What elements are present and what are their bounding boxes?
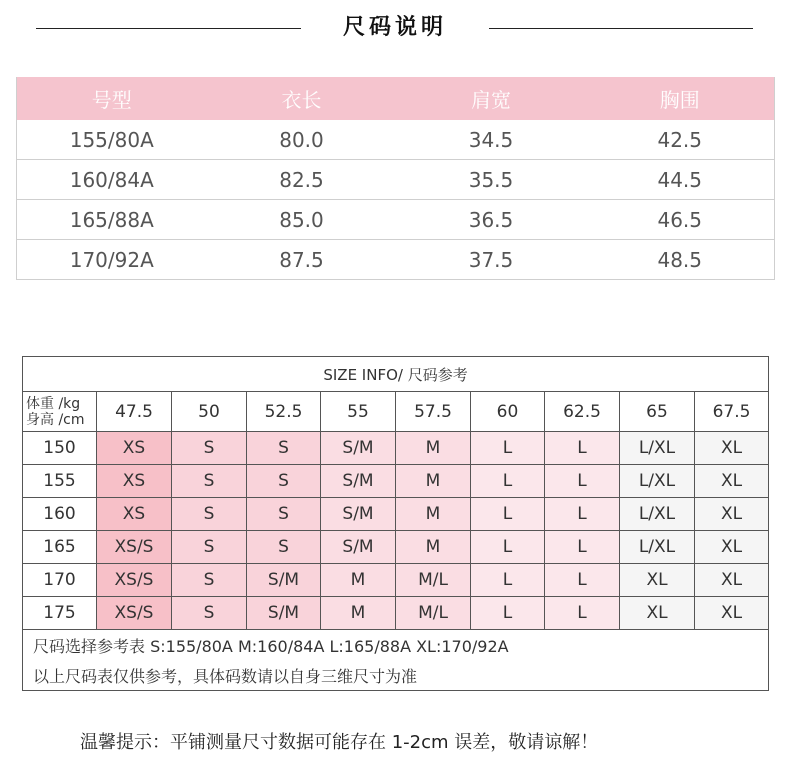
size-info-table <box>22 356 769 691</box>
size-cell: S <box>247 498 321 531</box>
size-cell: L <box>471 564 545 597</box>
col-header-length: 衣长 <box>207 77 397 120</box>
corner-weight-label: 体重 /kg <box>26 395 81 412</box>
size-cell: M <box>321 564 396 597</box>
size-cell: L <box>545 432 620 465</box>
size-cell: L <box>471 465 545 498</box>
size-cell: XS <box>97 432 172 465</box>
size-cell: S <box>247 465 321 498</box>
table-row <box>17 200 775 240</box>
table-row <box>23 531 769 564</box>
size-cell: S <box>172 531 247 564</box>
cell-length: 85.0 <box>207 200 397 240</box>
cell-bust: 48.5 <box>586 240 775 280</box>
note-row <box>23 630 769 661</box>
size-note-2: 以上尺码表仅供参考，具体码数请以自身三维尺寸为准 <box>23 660 769 691</box>
size-cell: M/L <box>396 564 471 597</box>
size-cell: L <box>471 531 545 564</box>
size-cell: S/M <box>321 432 396 465</box>
height-cell: 170 <box>23 564 97 597</box>
size-cell: M <box>321 597 396 630</box>
size-cell: M/L <box>396 597 471 630</box>
size-cell: XS <box>97 465 172 498</box>
weight-header-cell: 67.5 <box>695 392 769 432</box>
cell-shoulder: 37.5 <box>397 240 586 280</box>
size-cell: S/M <box>321 531 396 564</box>
size-cell: XL <box>620 564 695 597</box>
col-header-bust: 胸围 <box>586 77 775 120</box>
cell-shoulder: 35.5 <box>397 160 586 200</box>
size-cell: S <box>247 531 321 564</box>
cell-length: 80.0 <box>207 120 397 160</box>
cell-length: 87.5 <box>207 240 397 280</box>
size-cell: M <box>396 498 471 531</box>
size-cell: S/M <box>247 597 321 630</box>
tip-text: 温馨提示：平铺测量尺寸数据可能存在 1-2cm 误差，敬请谅解！ <box>80 732 599 753</box>
size-cell: XS/S <box>97 564 172 597</box>
size-cell: S/M <box>247 564 321 597</box>
cell-bust: 42.5 <box>586 120 775 160</box>
weight-header-cell: 50 <box>172 392 247 432</box>
corner-label <box>23 392 97 432</box>
page-title: 尺码说明 <box>342 15 447 40</box>
weight-header-cell: 55 <box>321 392 396 432</box>
cell-size-type: 155/80A <box>17 120 207 160</box>
table-row <box>17 160 775 200</box>
title-divider-left <box>36 28 301 29</box>
size-cell: S <box>172 564 247 597</box>
cell-bust: 44.5 <box>586 160 775 200</box>
size-cell: L <box>471 498 545 531</box>
weight-header-cell: 57.5 <box>396 392 471 432</box>
cell-size-type: 170/92A <box>17 240 207 280</box>
cell-length: 82.5 <box>207 160 397 200</box>
col-header-size-type: 号型 <box>17 77 207 120</box>
size-cell: XS/S <box>97 597 172 630</box>
size-cell: L/XL <box>620 432 695 465</box>
title-divider-right <box>489 28 753 29</box>
height-cell: 150 <box>23 432 97 465</box>
table-row <box>23 498 769 531</box>
size-cell: L <box>545 498 620 531</box>
size-cell: XL <box>695 432 769 465</box>
cell-shoulder: 36.5 <box>397 200 586 240</box>
size-cell: L <box>471 597 545 630</box>
size-measurement-table <box>16 77 775 280</box>
size-info-caption: SIZE INFO/ 尺码参考 <box>23 357 769 392</box>
size-table-header <box>17 77 775 120</box>
size-cell: XL <box>695 531 769 564</box>
height-cell: 165 <box>23 531 97 564</box>
size-note-1: 尺码选择参考表 S:155/80A M:160/84A L:165/88A XL:170/92A <box>23 630 769 661</box>
size-cell: XL <box>620 597 695 630</box>
size-cell: S <box>172 498 247 531</box>
size-cell: M <box>396 465 471 498</box>
size-cell: XL <box>695 597 769 630</box>
size-cell: M <box>396 531 471 564</box>
weight-header-row <box>23 392 769 432</box>
size-cell: XL <box>695 564 769 597</box>
size-cell: XL <box>695 465 769 498</box>
weight-header-cell: 62.5 <box>545 392 620 432</box>
size-cell: S <box>247 432 321 465</box>
size-cell: S/M <box>321 465 396 498</box>
table-row <box>23 432 769 465</box>
size-cell: XS/S <box>97 531 172 564</box>
height-cell: 160 <box>23 498 97 531</box>
table-row <box>23 597 769 630</box>
note-row <box>23 660 769 691</box>
size-cell: L/XL <box>620 531 695 564</box>
cell-size-type: 160/84A <box>17 160 207 200</box>
cell-bust: 46.5 <box>586 200 775 240</box>
size-cell: S <box>172 597 247 630</box>
size-cell: L/XL <box>620 498 695 531</box>
height-cell: 155 <box>23 465 97 498</box>
size-cell: S/M <box>321 498 396 531</box>
size-cell: L/XL <box>620 465 695 498</box>
corner-height-label: 身高 /cm <box>26 411 85 428</box>
weight-header-cell: 52.5 <box>247 392 321 432</box>
size-cell: L <box>471 432 545 465</box>
size-cell: L <box>545 564 620 597</box>
table-row <box>17 240 775 280</box>
title-row <box>0 0 790 56</box>
cell-size-type: 165/88A <box>17 200 207 240</box>
weight-header-cell: 47.5 <box>97 392 172 432</box>
table-row <box>17 120 775 160</box>
size-cell: S <box>172 465 247 498</box>
table-row <box>23 564 769 597</box>
size-cell: L <box>545 531 620 564</box>
size-info-caption-row <box>23 357 769 392</box>
col-header-shoulder: 肩宽 <box>397 77 586 120</box>
weight-header-cell: 65 <box>620 392 695 432</box>
size-cell: XL <box>695 498 769 531</box>
size-cell: S <box>172 432 247 465</box>
size-cell: M <box>396 432 471 465</box>
weight-header-cell: 60 <box>471 392 545 432</box>
size-cell: XS <box>97 498 172 531</box>
height-cell: 175 <box>23 597 97 630</box>
cell-shoulder: 34.5 <box>397 120 586 160</box>
size-cell: L <box>545 597 620 630</box>
table-row <box>23 465 769 498</box>
size-cell: L <box>545 465 620 498</box>
